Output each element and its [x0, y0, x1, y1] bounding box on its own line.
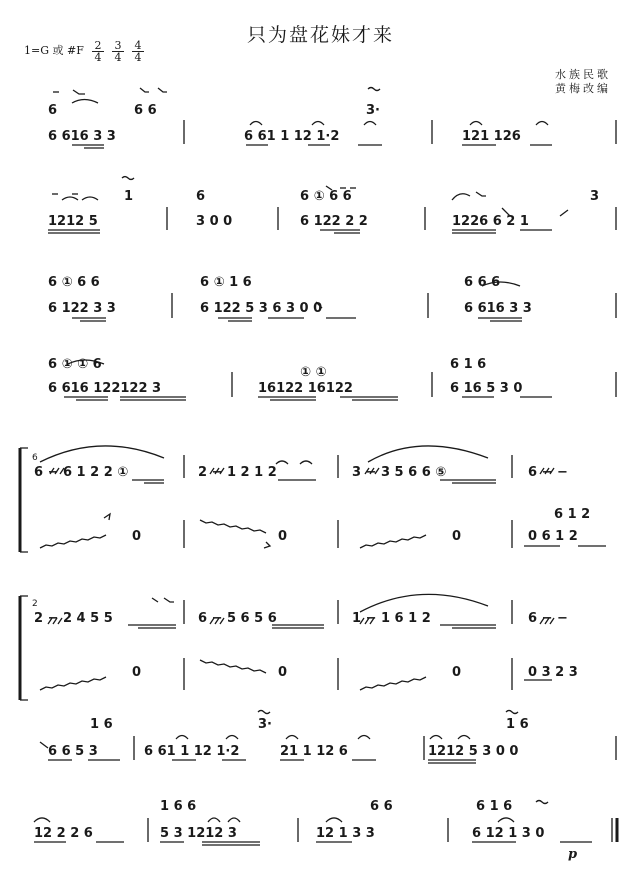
- svg-text:1 6 6: 1 6 6: [160, 799, 197, 814]
- note-upper: 3·: [366, 103, 380, 118]
- tie: [470, 122, 482, 126]
- svg-text:1212 5: 1212 5: [48, 214, 98, 229]
- tie: [364, 122, 376, 126]
- tie: [312, 122, 324, 126]
- svg-text:0: 0: [278, 529, 288, 544]
- svg-text:21 1 12 6: 21 1 12 6: [280, 744, 348, 759]
- svg-text:6 1 6: 6 1 6: [476, 799, 513, 814]
- arpeggio-down: [200, 520, 266, 533]
- svg-text:6 616 122122 3: 6 616 122122 3: [48, 381, 162, 396]
- svg-text:6: 6: [196, 189, 206, 204]
- notation-text: [32, 103, 599, 862]
- svg-text:6 61 1 12 1·2: 6 61 1 12 1·2: [144, 744, 240, 759]
- arpeggio-up: [360, 535, 426, 548]
- meter-3-4: $\frac{3}{4}$: [112, 40, 124, 63]
- svg-text:5 3 1212 3: 5 3 1212 3: [160, 826, 237, 841]
- page-title: 只为盘花妹才来: [246, 24, 394, 46]
- credit-arranger: 黄梅改编: [555, 82, 611, 95]
- svg-text:1 − 1 6 1 2: 1 − 1 6 1 2: [352, 611, 431, 626]
- svg-text:6 6 6: 6 6 6: [464, 275, 501, 290]
- note-upper: 6: [48, 103, 58, 118]
- key-signature: 1=G 或 #F: [24, 44, 84, 57]
- tie: [536, 122, 548, 126]
- svg-text:6 − 5 6 5 6: 6 − 5 6 5 6: [198, 611, 277, 626]
- svg-text:6 − −: 6 − −: [528, 611, 568, 626]
- svg-text:0: 0: [452, 665, 462, 680]
- note-lower: 121 126: [462, 129, 521, 144]
- row-5-system: [20, 446, 606, 552]
- slur: [72, 100, 98, 104]
- phrase-slur: [40, 446, 164, 462]
- note-lower: 6 61 1 12 1·2: [244, 129, 340, 144]
- svg-text:3·: 3·: [258, 717, 272, 732]
- svg-text:2 − 2 4 5 5: 2 − 2 4 5 5: [34, 611, 113, 626]
- trill-mark: [368, 88, 380, 91]
- phrase-slur: [360, 594, 488, 612]
- svg-text:6 − −: 6 − −: [528, 465, 568, 480]
- svg-text:0: 0: [132, 529, 142, 544]
- note-lower: 6 616 3 3: [48, 129, 116, 144]
- svg-text:1 6: 1 6: [90, 717, 113, 732]
- svg-text:16122 16122: 16122 16122: [258, 381, 353, 396]
- dynamic-mark: p: [568, 847, 578, 862]
- credit-origin: 水族民歌: [555, 68, 611, 81]
- svg-text:6 16 5 3 0: 6 16 5 3 0: [450, 381, 523, 396]
- svg-text:6 12 1 3 0: 6 12 1 3 0: [472, 826, 545, 841]
- arpeggio-up: [40, 535, 106, 548]
- svg-text:1 6: 1 6: [506, 717, 529, 732]
- svg-text:0: 0: [452, 529, 462, 544]
- clef-mark: 2: [32, 599, 38, 609]
- meter-4-4: $\frac{4}{4}$: [132, 40, 144, 63]
- svg-text:3: 3: [590, 189, 600, 204]
- svg-text:12 2 2 6: 12 2 2 6: [34, 826, 93, 841]
- svg-text:6 − 6 1 2 2 ①: 6 − 6 1 2 2 ①: [34, 465, 129, 480]
- svg-text:6 1 6: 6 1 6: [450, 357, 487, 372]
- svg-text:6 ① ① 6: 6 ① ① 6: [48, 357, 102, 372]
- svg-text:6 ① 6 6: 6 ① 6 6: [48, 275, 100, 290]
- svg-text:1226 6 2 1: 1226 6 2 1: [452, 214, 529, 229]
- svg-text:6 616 3 3: 6 616 3 3: [464, 301, 532, 316]
- clef-mark: 6: [32, 453, 38, 463]
- svg-text:6 122 3 3: 6 122 3 3: [48, 301, 116, 316]
- svg-text:6 1 2: 6 1 2: [554, 507, 591, 522]
- svg-text:① ①: ① ①: [300, 365, 327, 380]
- svg-text:6 6 5 3: 6 6 5 3: [48, 744, 98, 759]
- svg-text:6 122 2 2: 6 122 2 2: [300, 214, 368, 229]
- svg-text:6 6: 6 6: [370, 799, 393, 814]
- svg-text:12 1 3 3: 12 1 3 3: [316, 826, 375, 841]
- svg-text:6 122 5 3 6 3 0 0: 6 122 5 3 6 3 0 0: [200, 301, 323, 316]
- svg-text:3 − 3 5 6 6 ⑤: 3 − 3 5 6 6 ⑤: [352, 465, 447, 480]
- svg-text:0: 0: [278, 665, 288, 680]
- svg-text:0 6 1 2: 0 6 1 2: [528, 529, 578, 544]
- meter-2-4: $\frac{2}{4}$: [92, 40, 104, 63]
- svg-text:6 ① 1 6: 6 ① 1 6: [200, 275, 252, 290]
- svg-text:0 3 2 3: 0 3 2 3: [528, 665, 578, 680]
- svg-text:6 ① 6 6: 6 ① 6 6: [300, 189, 352, 204]
- row-3: [72, 282, 616, 321]
- tie: [250, 122, 262, 126]
- svg-text:1212 5 3 0 0: 1212 5 3 0 0: [428, 744, 519, 759]
- svg-text:3 0 0: 3 0 0: [196, 214, 233, 229]
- phrase-slur: [368, 446, 488, 462]
- svg-text:2 − 1 2 1 2: 2 − 1 2 1 2: [198, 465, 277, 480]
- note-upper: 6 6: [134, 103, 157, 118]
- svg-text:1: 1: [124, 189, 134, 204]
- svg-text:0: 0: [132, 665, 142, 680]
